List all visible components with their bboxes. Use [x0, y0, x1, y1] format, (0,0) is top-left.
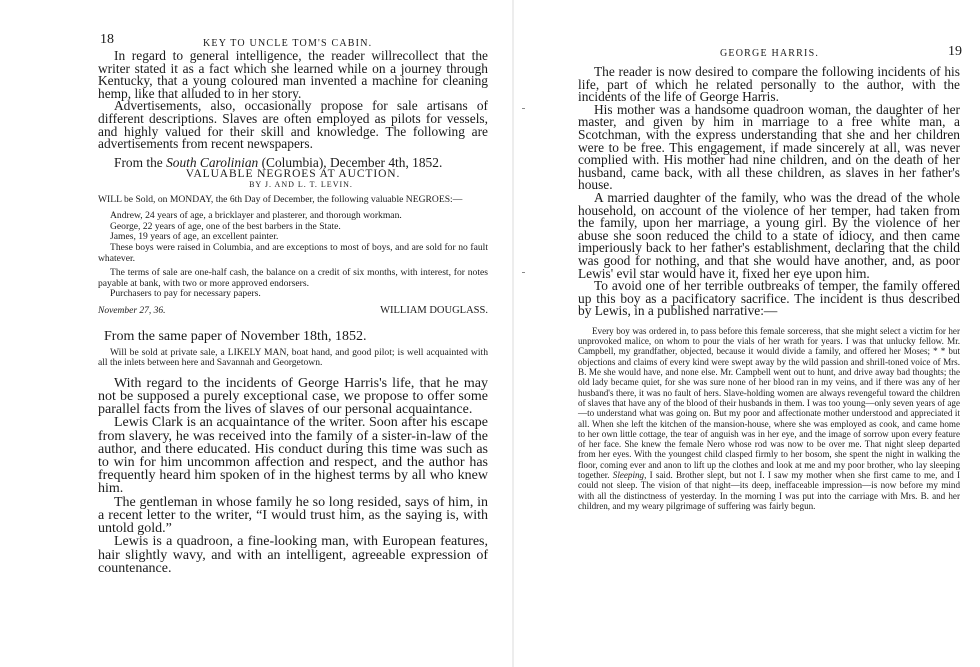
left-page-body: [98, 50, 488, 575]
ad-signature: WILLIAM DOUGLASS.: [380, 304, 488, 316]
ad-item: Andrew, 24 years of age, a bricklayer and plasterer, and thorough workman.: [110, 210, 402, 222]
ad-item: Purchasers to pay for necessary papers.: [110, 288, 261, 300]
right-page-body: [578, 66, 960, 511]
paragraph: To avoid one of her terrible outbreaks of temper, the family offered up this boy as a pacificatory sacrifice. The incident is thus described by Lewis, in a published narrative:—: [578, 278, 960, 319]
intro-paragraph: Advertisements, also, occasionally propose for sale artisans of different descriptions. Slaves are often employed as pilots for vessels, and highly valued for their skill and knowledge. The following are advertisements from recent newspapers.: [98, 98, 488, 152]
ad-item: James, 19 years of age, an excellent painter.: [110, 231, 279, 243]
right-page: [520, 0, 980, 667]
right-running-head: GEORGE HARRIS.: [720, 48, 820, 59]
closing-paragraph: Lewis Clark is an acquaintance of the writer. Soon after his escape from slavery, he was received into the family of a sister-in-law of the author, and there educated. His conduct during this time was such as to win for him uncommon affection and respect, and the author has frequently heard him spoken of in the highest terms by all who knew him.: [98, 415, 488, 497]
ad-signature-row: [98, 306, 488, 317]
advertisement-private-sale: [98, 348, 488, 369]
book-gutter: [512, 0, 514, 667]
newspaper-name: South Carolinian: [166, 154, 259, 170]
paragraph: The reader is now desired to compare the following incidents of his life, part of which he related personally to the author, with the incidents of the life of George Harris.: [578, 64, 960, 105]
advertisement-auction: [98, 169, 488, 316]
right-page-number: 19: [948, 44, 962, 59]
ad-private-sale-text: Will be sold at private sale, a LIKELY MAN, boat hand, and good pilot; is well acquainted with all the inlets between here and Savannah and Georgetown.: [98, 346, 488, 369]
left-page-number: 18: [100, 32, 114, 47]
source-line-same-paper: From the same paper of November 18th, 1852.: [104, 329, 367, 345]
closing-paragraph: The gentleman in whose family he so long resided, says of him, in a recent letter to the writer, “I would trust him, as the saying is, with untold gold.”: [98, 494, 488, 537]
lewis-clarke-narrative: [578, 326, 960, 511]
intro-paragraph: In regard to general intelligence, the reader willrecollect that the writer stated it as a fact which she learned while on a journey through Kentucky, that a young coloured man invented a machine for cleaning hemp, like that alluded to in her story.: [98, 48, 488, 101]
narrative-text: Every boy was ordered in, to pass before this female sorceress, that she might select a victim for her unprovoked malice, on whom to pour the vials of her wrath for years. I was that unlucky fellow. Mr. Campbell, my grandfather, objected, because it would divide a family, and offered her Moses; * * but objections and claims of every kind were swept away by the wild passion and shrill-toned voice of Mrs. B. Me she would have, and none else. Mr. Campbell went out to hunt, and drive away bad thoughts; the old lady became quiet, for she was sure none of her blood ran in my veins, and if there was any of her husband's there, it was no fault of hers. Slave-holding women are always revengeful toward the children of slaves that have any of the blood of their husbands in them. I was too young—only seven years of age—to understand what was going on. But my poor and affectionate mother understood and appreciated it all. When she left the kitchen of the mansion-house, where she was employed as cook, and came home to her own little cottage, the tear of anguish was in her eye, and the image of sorrow upon every feature of her face. She knew the female Nero whose rod was now to be over me. That night sleep departed from her eyes. With the youngest child clasped firmly to her bosom, she spent the night in walking the floor, coming ever and anon to lift up the clothes and look at me and my poor brother, who lay sleeping together.: [578, 325, 960, 481]
narrative-text: , I said. Brother slept, but not I. I saw my mother when she first came to me, and I could not sleep. The vision of that night—its deep, ineffaceable impression—is now before my mind with all the distinctness of yesterday. In the morning I was put into the carriage with Mrs. B. and her children, and my weary pilgrimage of suffering was fairly begun.: [578, 470, 960, 511]
ad-item: These boys were raised in Columbia, and are exceptions to most of boys, and are sold for no fault whatever.: [98, 241, 488, 264]
narrative-italic: Sleeping: [612, 470, 645, 481]
paragraph: A married daughter of the family, who was the dread of the whole household, on account of the violence of her temper, had taken from the family, upon her marriage, a young girl. By the violence of her abuse she soon reduced the child to a state of idiocy, and then came imperiously back to her father's establishment, declaring that the child was good for nothing, and that she would have another, and, as poor Lewis' evil star would have it, fixed her eye upon him.: [578, 189, 960, 281]
source-prefix: From the: [114, 154, 167, 170]
closing-paragraph: Lewis is a quadroon, a fine-looking man, with European features, hair slightly wavy, and with an intelligent, agreeable expression of countenance.: [98, 534, 488, 576]
ad-date: November 27, 36.: [98, 305, 166, 316]
left-running-head: KEY TO UNCLE TOM'S CABIN.: [203, 38, 373, 49]
ad-item: The terms of sale are one-half cash, the balance on a credit of six months, with interest, for notes payable at bank, with two or more approved endorsers.: [98, 267, 488, 289]
ad-title: VALUABLE NEGROES AT AUCTION.: [185, 168, 401, 181]
closing-paragraph: With regard to the incidents of George Harris's life, that he may not be supposed a purely exceptional case, we propose to offer some parallel facts from the lives of slaves of our personal acquaintance.: [98, 375, 488, 418]
ad-byline: BY J. AND L. T. LEVIN.: [249, 179, 353, 189]
ad-lead: WILL be Sold, on MONDAY, the 6th Day of December, the following valuable NEGROES:—: [98, 193, 463, 205]
source-suffix: (Columbia), December 4th, 1852.: [258, 154, 443, 170]
ad-item: George, 22 years of age, one of the best barbers in the State.: [110, 220, 341, 232]
paragraph: His mother was a handsome quadroon woman, the daughter of her master, and given by him in marriage to a free white man, a Scotchman, with the express understanding that she and her children were to be free. This engagement, if made sincerely at all, was never complied with. His mother had nine children, and on the death of her husband, came back, with all these children, as slaves in her father's house.: [578, 101, 960, 193]
